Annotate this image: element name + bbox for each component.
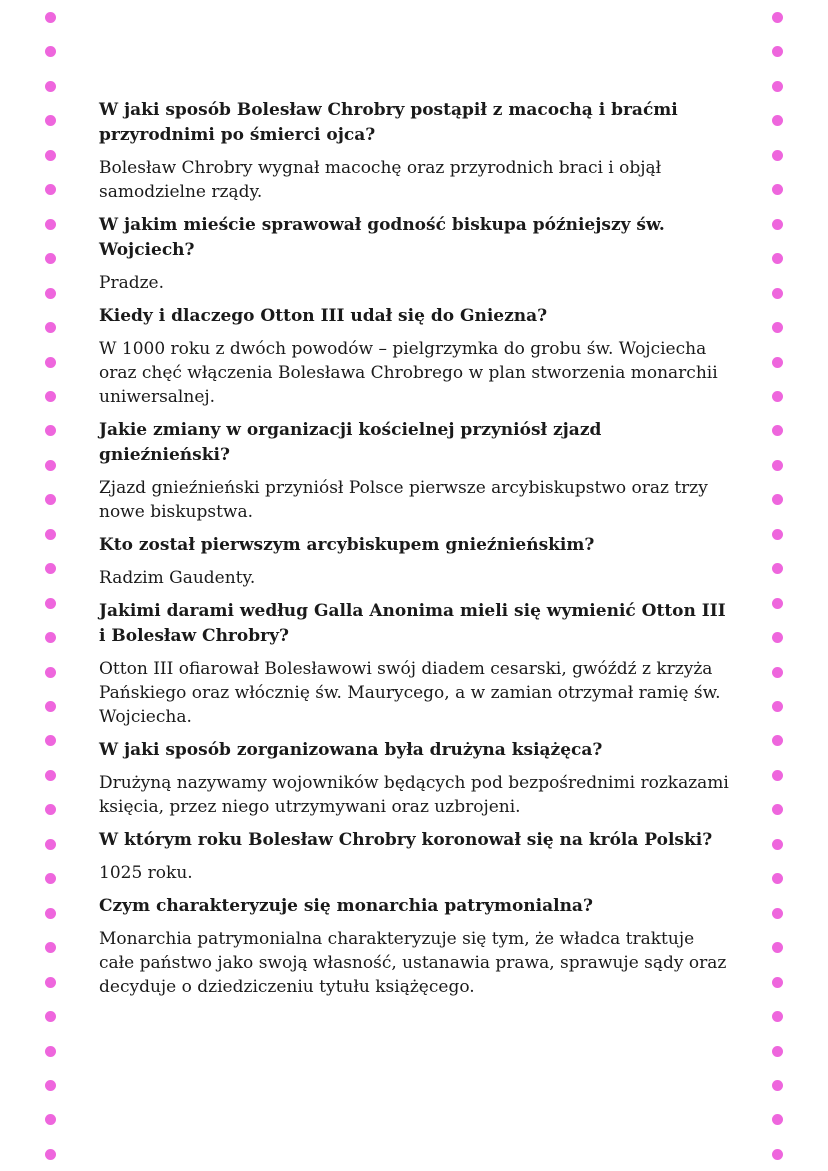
circle-dot-icon	[772, 391, 783, 402]
circle-dot-icon	[45, 150, 56, 161]
circle-dot-icon	[772, 1114, 783, 1125]
circle-dot-icon	[45, 701, 56, 712]
circle-dot-icon	[45, 391, 56, 402]
circle-dot-icon	[772, 735, 783, 746]
circle-dot-icon	[45, 839, 56, 850]
left-dot-border	[45, 0, 57, 1171]
circle-dot-icon	[45, 1080, 56, 1091]
answer-7: Drużyną nazywamy wojowników będących pod bezpośrednimi rozkazami księcia, przez niego utrzymywani oraz uzbrojeni.	[99, 773, 729, 817]
circle-dot-icon	[772, 529, 783, 540]
circle-dot-icon	[45, 494, 56, 505]
question-9: Czym charakteryzuje się monarchia patrymonialna?	[99, 896, 593, 916]
answer-8: 1025 roku.	[99, 863, 193, 883]
circle-dot-icon	[45, 598, 56, 609]
circle-dot-icon	[45, 219, 56, 230]
circle-dot-icon	[772, 701, 783, 712]
circle-dot-icon	[45, 908, 56, 919]
circle-dot-icon	[772, 770, 783, 781]
circle-dot-icon	[45, 770, 56, 781]
circle-dot-icon	[772, 288, 783, 299]
circle-dot-icon	[45, 804, 56, 815]
circle-dot-icon	[45, 667, 56, 678]
circle-dot-icon	[772, 253, 783, 264]
circle-dot-icon	[772, 494, 783, 505]
circle-dot-icon	[772, 873, 783, 884]
question-5: Kto został pierwszym arcybiskupem gnieźnieńskim?	[99, 535, 595, 555]
circle-dot-icon	[45, 1114, 56, 1125]
right-dot-border	[772, 0, 784, 1171]
circle-dot-icon	[45, 253, 56, 264]
circle-dot-icon	[45, 563, 56, 574]
circle-dot-icon	[772, 1011, 783, 1022]
circle-dot-icon	[772, 667, 783, 678]
circle-dot-icon	[45, 942, 56, 953]
question-8: W którym roku Bolesław Chrobry koronował się na króla Polski?	[99, 830, 713, 850]
question-6: Jakimi darami według Galla Anonima mieli się wymienić Otton III i Bolesław Chrobry?	[99, 601, 726, 646]
answer-5: Radzim Gaudenty.	[99, 568, 256, 588]
circle-dot-icon	[772, 1149, 783, 1160]
circle-dot-icon	[45, 529, 56, 540]
circle-dot-icon	[45, 12, 56, 23]
answer-6: Otton III ofiarował Bolesławowi swój diadem cesarski, gwóźdź z krzyża Pańskiego oraz włócznię św. Maurycego, a w zamian otrzymał ramię św. Wojciecha.	[99, 659, 721, 727]
circle-dot-icon	[772, 804, 783, 815]
circle-dot-icon	[45, 46, 56, 57]
circle-dot-icon	[45, 632, 56, 643]
question-1: W jaki sposób Bolesław Chrobry postąpił z macochą i braćmi przyrodnimi po śmierci ojca?	[99, 100, 678, 145]
question-4: Jakie zmiany w organizacji kościelnej przyniósł zjazd gnieźnieński?	[99, 420, 602, 465]
circle-dot-icon	[45, 115, 56, 126]
circle-dot-icon	[45, 460, 56, 471]
circle-dot-icon	[45, 1046, 56, 1057]
circle-dot-icon	[45, 288, 56, 299]
circle-dot-icon	[772, 563, 783, 574]
circle-dot-icon	[772, 598, 783, 609]
circle-dot-icon	[772, 322, 783, 333]
circle-dot-icon	[772, 150, 783, 161]
question-2: W jakim mieście sprawował godność biskupa późniejszy św. Wojciech?	[99, 215, 665, 260]
answer-9: Monarchia patrymonialna charakteryzuje się tym, że władca traktuje całe państwo jako swoją własność, ustanawia prawa, sprawuje sądy oraz decyduje o dziedziczeniu tytułu książęcego.	[99, 929, 727, 997]
answer-1: Bolesław Chrobry wygnał macochę oraz przyrodnich braci i objął samodzielne rządy.	[99, 158, 662, 202]
circle-dot-icon	[772, 219, 783, 230]
answer-3: W 1000 roku z dwóch powodów – pielgrzymka do grobu św. Wojciecha oraz chęć włączenia Bolesława Chrobrego w plan stworzenia monarchii uniwersalnej.	[99, 339, 718, 407]
circle-dot-icon	[772, 184, 783, 195]
circle-dot-icon	[45, 81, 56, 92]
circle-dot-icon	[45, 977, 56, 988]
circle-dot-icon	[772, 1080, 783, 1091]
circle-dot-icon	[45, 357, 56, 368]
question-7: W jaki sposób zorganizowana była drużyna książęca?	[99, 740, 603, 760]
circle-dot-icon	[772, 81, 783, 92]
circle-dot-icon	[772, 839, 783, 850]
circle-dot-icon	[772, 46, 783, 57]
circle-dot-icon	[45, 873, 56, 884]
question-3: Kiedy i dlaczego Otton III udał się do Gniezna?	[99, 306, 548, 326]
circle-dot-icon	[772, 908, 783, 919]
qa-document	[99, 98, 729, 1008]
circle-dot-icon	[772, 1046, 783, 1057]
circle-dot-icon	[45, 184, 56, 195]
circle-dot-icon	[45, 425, 56, 436]
answer-2: Pradze.	[99, 273, 165, 293]
circle-dot-icon	[772, 977, 783, 988]
circle-dot-icon	[45, 735, 56, 746]
circle-dot-icon	[45, 322, 56, 333]
answer-4: Zjazd gnieźnieński przyniósł Polsce pierwsze arcybiskupstwo oraz trzy nowe biskupstwa.	[99, 478, 708, 522]
circle-dot-icon	[772, 942, 783, 953]
circle-dot-icon	[45, 1149, 56, 1160]
circle-dot-icon	[45, 1011, 56, 1022]
circle-dot-icon	[772, 357, 783, 368]
circle-dot-icon	[772, 12, 783, 23]
circle-dot-icon	[772, 425, 783, 436]
circle-dot-icon	[772, 115, 783, 126]
circle-dot-icon	[772, 460, 783, 471]
circle-dot-icon	[772, 632, 783, 643]
